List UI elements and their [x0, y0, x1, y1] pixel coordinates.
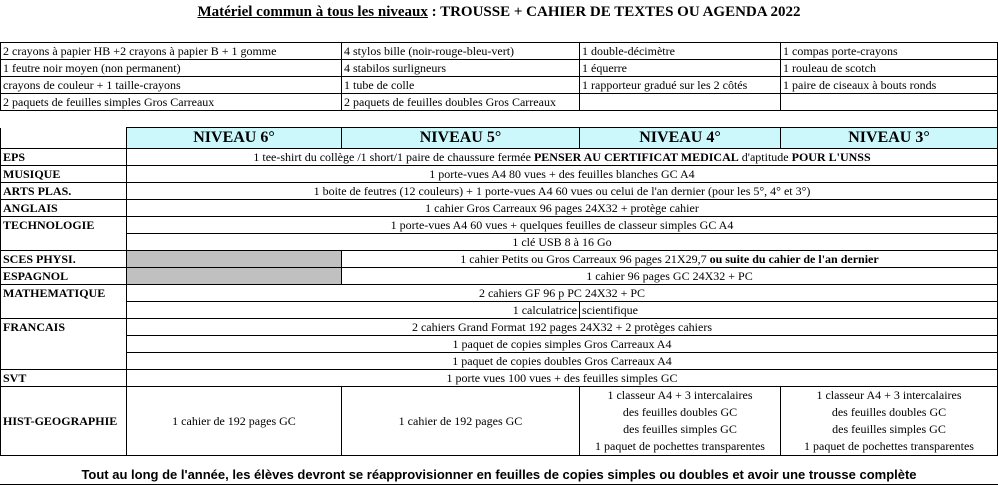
subject-row-anglais	[1, 200, 998, 217]
common-cell	[781, 94, 998, 111]
title-underlined: Matériel commun à tous les niveaux	[197, 4, 428, 20]
subject-supplies: 1 paquet de copies simples Gros Carreaux A4	[127, 336, 998, 353]
histgeo-n4-line: des feuilles doubles GC	[622, 405, 738, 419]
subject-name: SCES PHYSI.	[1, 251, 127, 268]
histgeo-n5: 1 cahier de 192 pages GC	[342, 387, 580, 456]
histgeo-n3-line: des feuilles doubles GC	[831, 405, 947, 419]
subject-supplies	[127, 149, 998, 166]
subject-name: MUSIQUE	[1, 166, 127, 183]
level-header-4: NIVEAU 4°	[580, 128, 781, 149]
subject-row-francais	[1, 319, 998, 336]
level-header-3: NIVEAU 3°	[781, 128, 998, 149]
gray-cell	[127, 268, 342, 285]
subject-row-francais-2	[1, 336, 998, 353]
subject-name: HIST-GEOGRAPHIE	[1, 387, 127, 456]
subject-row-techno	[1, 217, 998, 234]
spacer-cell	[580, 111, 781, 128]
title-rest: : TROUSSE + CAHIER DE TEXTES OU AGENDA 2022	[427, 4, 801, 20]
subject-row-histgeo	[1, 387, 998, 456]
common-cell: 1 compas porte-crayons	[781, 43, 998, 60]
subject-supplies: 1 cahier 96 pages GC 24X32 + PC	[342, 268, 998, 285]
subject-row-techno-2	[1, 234, 998, 251]
histgeo-n3-line: 1 paquet de pochettes transparentes	[804, 439, 974, 453]
eps-text: 1 tee-shirt du collège /1 short/1 paire de chaussure fermée	[253, 150, 534, 164]
subject-name: FRANCAIS	[1, 319, 127, 370]
supplies-table	[0, 42, 998, 456]
spacer-cell	[127, 111, 342, 128]
level-header-5: NIVEAU 5°	[342, 128, 580, 149]
subject-supplies: 1 paquet de copies doubles Gros Carreaux A4	[127, 353, 998, 370]
common-cell: 1 rapporteur gradué sur les 2 côtés	[580, 77, 781, 94]
common-row	[1, 43, 998, 60]
common-cell: 4 stylos bille (noir-rouge-bleu-vert)	[342, 43, 580, 60]
common-cell: 1 double-décimètre	[580, 43, 781, 60]
subject-row-sciences	[1, 251, 998, 268]
common-cell: 1 feutre noir moyen (non permanent)	[1, 60, 342, 77]
common-cell: 4 stabilos surligneurs	[342, 60, 580, 77]
subject-supplies: 2 cahiers Grand Format 192 pages 24X32 + 2 protèges cahiers	[127, 319, 998, 336]
subject-supplies: 1 clé USB 8 à 16 Go	[127, 234, 998, 251]
spacer-cell	[342, 111, 580, 128]
level-header-6: NIVEAU 6°	[127, 128, 342, 149]
subject-supplies: 1 cahier Gros Carreaux 96 pages 24X32 + protège cahier	[127, 200, 998, 217]
spacer-row	[1, 111, 998, 128]
gray-cell	[127, 251, 342, 268]
subject-row-arts	[1, 183, 998, 200]
histgeo-n6: 1 cahier de 192 pages GC	[127, 387, 342, 456]
histgeo-n4-line: 1 paquet de pochettes transparentes	[595, 439, 765, 453]
common-cell: 2 crayons à papier HB +2 crayons à papier B + 1 gomme	[1, 43, 342, 60]
common-cell: 1 rouleau de scotch	[781, 60, 998, 77]
subject-row-svt	[1, 370, 998, 387]
common-cell: 1 tube de colle	[342, 77, 580, 94]
subject-row-maths-2	[1, 302, 998, 319]
subject-name: ESPAGNOL	[1, 268, 127, 285]
common-cell: 1 équerre	[580, 60, 781, 77]
levels-header-row	[1, 128, 998, 149]
subject-row-maths	[1, 285, 998, 302]
common-row	[1, 94, 998, 111]
maths-sci: scientifique	[580, 302, 998, 319]
histgeo-n4-line: 1 classeur A4 + 3 intercalaires	[607, 388, 753, 402]
subject-supplies: 1 porte vues 100 vues + des feuilles simples GC	[127, 370, 998, 387]
subject-row-musique	[1, 166, 998, 183]
spacer-cell	[1, 111, 127, 128]
subject-row-espagnol	[1, 268, 998, 285]
subject-name: ANGLAIS	[1, 200, 127, 217]
maths-pad	[127, 302, 342, 319]
common-row	[1, 60, 998, 77]
subject-row-francais-3	[1, 353, 998, 370]
subject-supplies: 1 boite de feutres (12 couleurs) + 1 porte-vues A4 60 vues ou celui de l'an dernier (pour les 5°, 4° et 3°)	[127, 183, 998, 200]
page-title	[0, 0, 998, 24]
subject-name: TECHNOLOGIE	[1, 217, 127, 251]
eps-bold: PENSER AU CERTIFICAT MEDICAL	[533, 150, 739, 164]
common-row	[1, 77, 998, 94]
common-cell: 2 paquets de feuilles simples Gros Carreaux	[1, 94, 342, 111]
subject-supplies	[342, 251, 998, 268]
spacer-cell	[781, 111, 998, 128]
subject-supplies: 2 cahiers GF 96 p PC 24X32 + PC	[127, 285, 998, 302]
subject-name: EPS	[1, 149, 127, 166]
header-blank	[1, 128, 127, 149]
subject-name: ARTS PLAS.	[1, 183, 127, 200]
common-cell	[580, 94, 781, 111]
subject-row-eps	[1, 149, 998, 166]
histgeo-n3-line: des feuilles simples GC	[832, 422, 946, 436]
histgeo-n4-line: des feuilles simples GC	[623, 422, 737, 436]
subject-supplies: 1 porte-vues A4 60 vues + quelques feuilles de classeur simples GC A4	[127, 217, 998, 234]
histgeo-n4	[580, 387, 781, 456]
histgeo-n3	[781, 387, 998, 456]
eps-text2: d'aptitude	[738, 150, 792, 164]
sciences-bold: ou suite du cahier de l'an dernier	[709, 252, 879, 266]
subject-name: MATHEMATIQUE	[1, 285, 127, 319]
footer-note: Tout au long de l'année, les élèves devront se réapprovisionner en feuilles de copies simples ou doubles et avoir une trousse complète	[0, 466, 998, 485]
maths-calc: 1 calculatrice	[342, 302, 580, 319]
common-cell: crayons de couleur + 1 taille-crayons	[1, 77, 342, 94]
histgeo-n3-line: 1 classeur A4 + 3 intercalaires	[816, 388, 962, 402]
eps-bold2: POUR L'UNSS	[791, 150, 871, 164]
subject-supplies: 1 porte-vues A4 80 vues + des feuilles blanches GC A4	[127, 166, 998, 183]
sciences-text: 1 cahier Petits ou Gros Carreaux 96 pages 21X29,7	[460, 252, 710, 266]
common-cell: 2 paquets de feuilles doubles Gros Carreaux	[342, 94, 580, 111]
common-cell: 1 paire de ciseaux à bouts ronds	[781, 77, 998, 94]
subject-name: SVT	[1, 370, 127, 387]
